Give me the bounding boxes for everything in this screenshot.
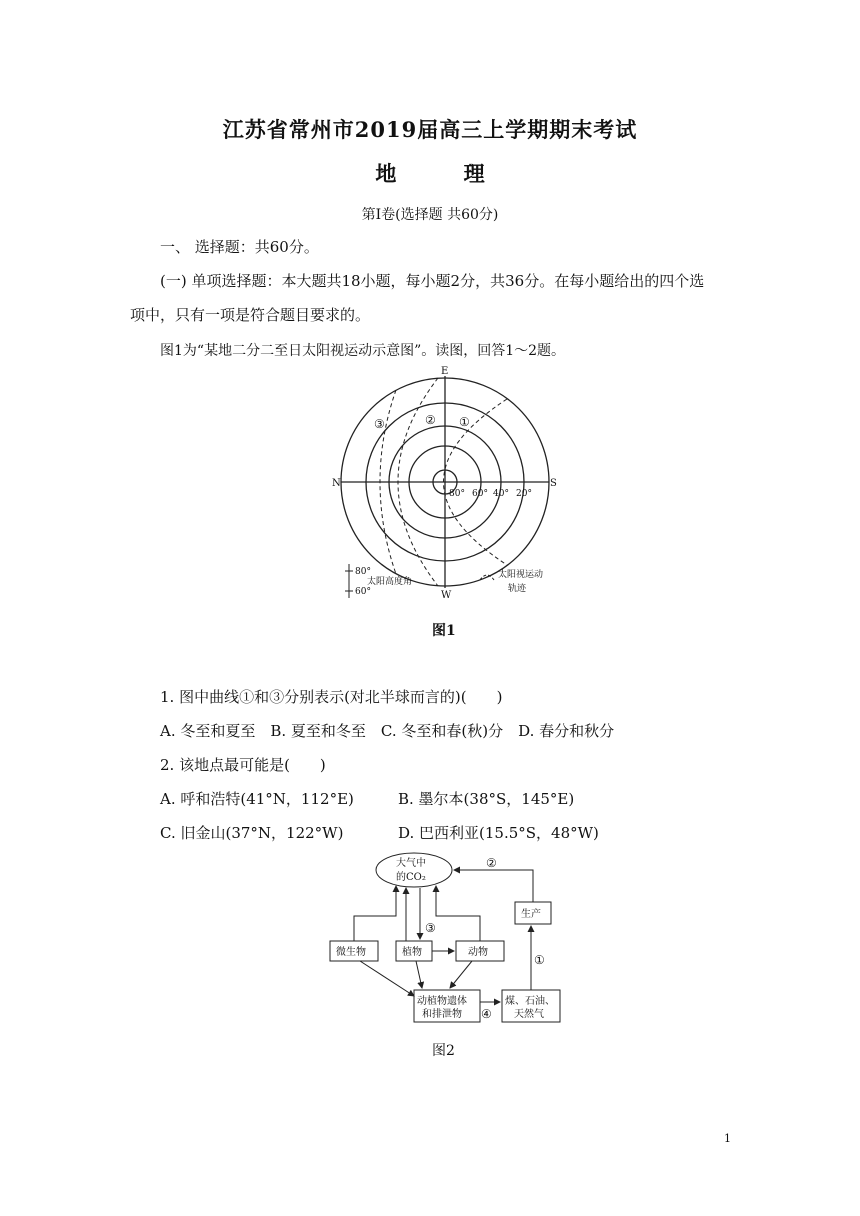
question-2-option-b: B. 墨尔本(38°S，145°E) [398,790,575,808]
page-number: 1 [724,1132,731,1145]
question-2-stem: 2. 该地点最可能是( ) [160,756,326,774]
label-num-3: ③ [425,921,436,935]
curve-label-1: ① [459,415,470,429]
arrow-animal-co2 [436,886,480,941]
figure1-sun-path-diagram [330,362,570,612]
question-2-option-d: D. 巴西利亚(15.5°S，48°W) [398,824,599,842]
legend-track-text1: 太阳视运动 [498,570,544,580]
question-1-options: A. 冬至和夏至 B. 夏至和冬至 C. 冬至和春(秋)分 D. 春分和秋分 [160,722,615,740]
sub-heading-line1: (一) 单项选择题：本大题共18小题，每小题2分，共36分。在每小题给出的四个选 [160,272,705,290]
co2-label-2: 的CO₂ [396,872,426,883]
dir-n: N [332,478,341,489]
subject-title: 地 理 [375,161,515,186]
dir-w: W [441,590,452,601]
ring-label-60: 60° [472,489,488,499]
arrow-plant-remains [416,961,422,988]
ring-label-80: 80° [449,489,465,499]
legend-alt-bottom: 60° [355,587,371,597]
arrow-production-co2 [454,870,533,902]
curve-label-2: ② [425,413,436,427]
section-heading: 第Ⅰ卷(选择题 共60分) [361,207,499,223]
fossil-label-2: 天然气 [514,1009,544,1020]
label-num-1: ① [534,953,545,967]
animal-label: 动物 [468,947,488,958]
sub-heading-line2: 项中，只有一项是符合题目要求的。 [130,306,371,324]
fossil-label-1: 煤、石油、 [505,996,555,1007]
remains-label-1: 动植物遗体 [417,996,467,1007]
question-2-option-a: A. 呼和浩特(41°N，112°E) [160,790,354,808]
remains-label-2: 和排泄物 [422,1009,462,1020]
figure2-carbon-cycle-diagram [322,850,572,1030]
microbe-label: 微生物 [336,947,366,958]
ring-label-40: 40° [493,489,509,499]
figure-intro: 图1为“某地二分二至日太阳视运动示意图”。读图，回答1～2题。 [160,343,566,359]
arrow-remains-microbe [360,961,414,996]
document-title: 江苏省常州市2019届高三上学期期末考试 [222,117,638,142]
label-num-2: ② [486,856,497,870]
legend-track-text2: 轨迹 [508,584,527,594]
question-2-option-c: C. 旧金山(37°N，122°W) [160,824,344,842]
dir-e: E [441,366,449,377]
legend-alt-top: 80° [355,567,371,577]
plant-label: 植物 [402,947,422,958]
figure1-caption: 图1 [432,623,456,639]
legend-alt-text: 太阳高度角 [367,577,413,587]
figure2-caption: 图2 [432,1043,455,1059]
ring-label-20: 20° [516,489,532,499]
arrow-microbe-co2 [354,886,396,941]
co2-label-1: 大气中 [396,858,426,869]
dir-s: S [550,478,557,489]
curve-label-3: ③ [374,417,385,431]
label-num-4: ④ [481,1007,492,1021]
part-one-label: 一、 选择题：共60分。 [160,238,319,256]
question-1-stem: 1. 图中曲线①和③分别表示(对北半球而言的)( ) [160,688,503,706]
arrow-animal-remains [450,961,472,988]
production-label: 生产 [521,909,541,920]
